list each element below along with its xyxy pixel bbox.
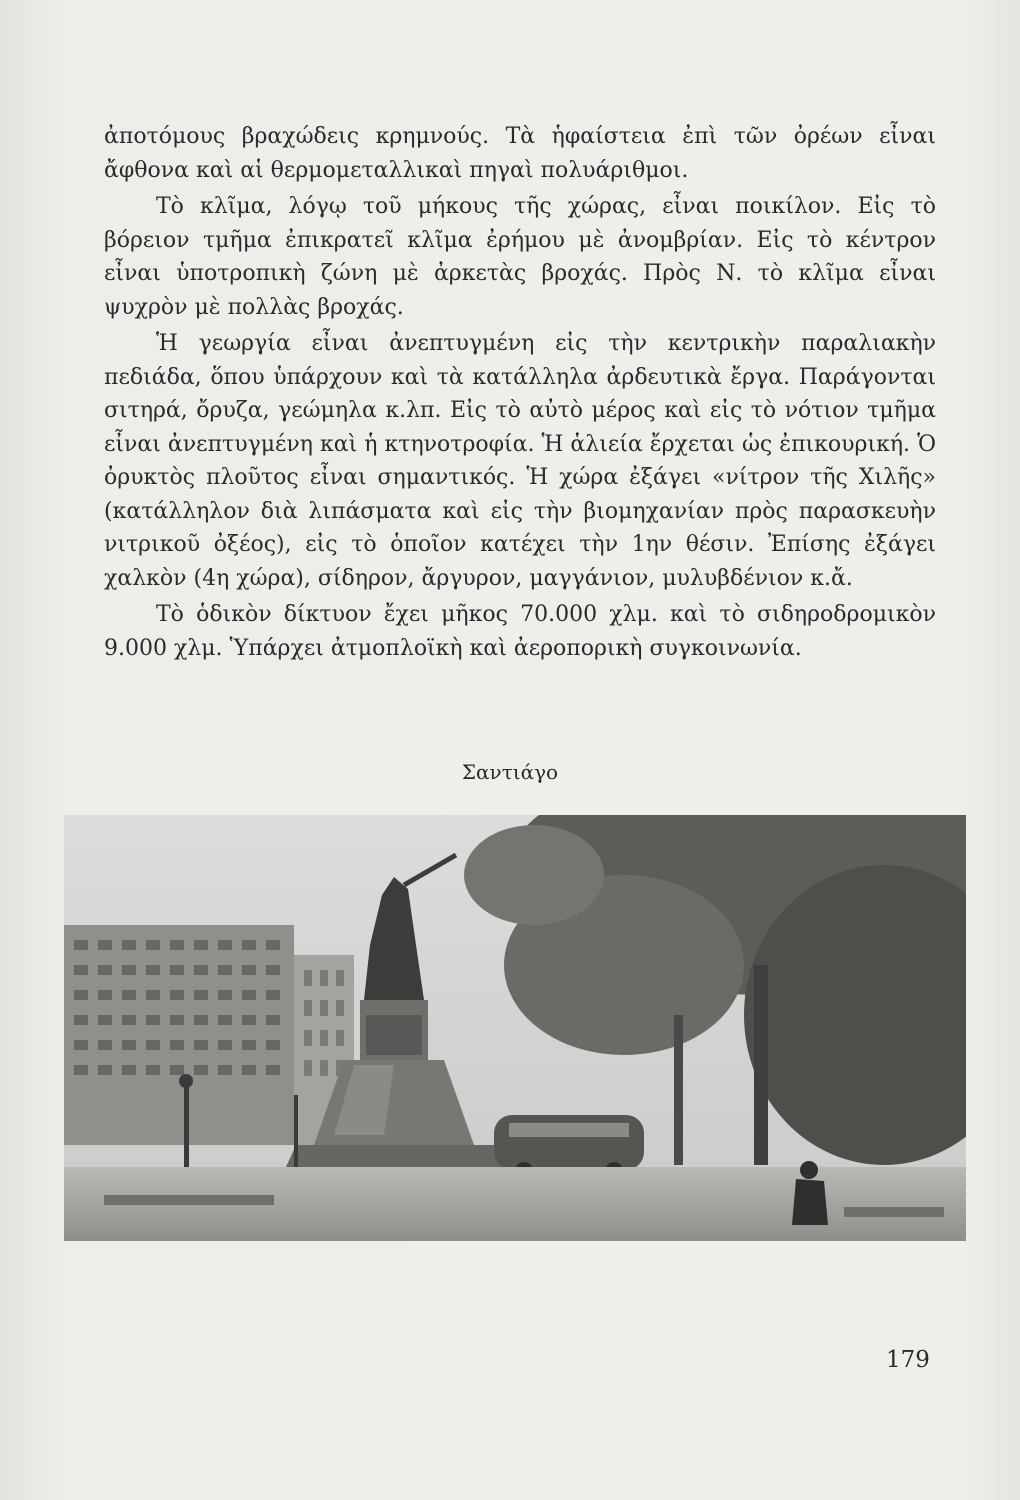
paragraph-economy: Ἡ γεωργία εἶναι ἀνεπτυγμένη εἰς τὴν κεντρικὴν παραλιακὴν πεδιάδα, ὅπου ὑπάρχουν καὶ τὰ κατάλληλα ἀρδευτικὰ ἔργα. Παράγονται σιτηρά, ὄρυζα, γεώμηλα κ.λπ. Εἰς τὸ αὐτὸ μέρος καὶ εἰς τὸ νότιον τμῆμα εἶναι ἀνεπτυγμένη καὶ ἡ κτηνοτροφία. Ἡ ἁλιεία ἔρχεται ὡς ἐπικουρική. Ὁ ὀρυκτὸς πλοῦτος εἶναι σημαντικός. Ἡ χώρα ἐξάγει «νίτρον τῆς Χιλῆς» (κατάλληλον διὰ λιπάσματα καὶ εἰς τὴν βιομηχανίαν πρὸς παρασκευὴν νιτρικοῦ ὀξέος), εἰς τὸ ὁποῖον κατέχει τὴν 1ην θέσιν. Ἐπίσης ἐξάγει χαλκὸν (4η χώρα), σίδηρον, ἄργυρον, μαγγάνιον, μυλυβδένιον κ.ἄ.: [104, 331, 936, 591]
paragraph-climate: Τὸ κλῖμα, λόγῳ τοῦ μήκους τῆς χώρας, εἶναι ποικίλον. Εἰς τὸ βόρειον τμῆμα ἐπικρατεῖ κλῖμα ἐρήμου μὲ ἀνομβρίαν. Εἰς τὸ κέντρον εἶναι ὑποτροπικὴ ζώνη μὲ ἀρκετὰς βροχάς. Πρὸς Ν. τὸ κλῖμα εἶναι ψυχρὸν μὲ πολλὰς βροχάς.: [104, 194, 936, 320]
page-number: 179: [886, 1347, 930, 1373]
photo-caption: Σαντιάγο: [461, 760, 559, 784]
paragraph-transport: Τὸ ὁδικὸν δίκτυον ἔχει μῆκος 70.000 χλμ. καὶ τὸ σιδηροδρομικὸν 9.000 χλμ. Ὑπάρχει ἀτμοπλοϊκὴ καὶ ἀεροπορικὴ συγκοινωνία.: [104, 602, 936, 661]
body-text: [104, 120, 936, 668]
building-left: [64, 925, 354, 1145]
santiago-photo: [64, 815, 966, 1241]
paragraph-relief: ἀποτόμους βραχώδεις κρημνούς. Τὰ ἡφαίστεια ἐπὶ τῶν ὀρέων εἶναι ἄφθονα καὶ αἱ θερμομεταλλικαὶ πηγαὶ πολυάριθμοι.: [104, 124, 936, 183]
